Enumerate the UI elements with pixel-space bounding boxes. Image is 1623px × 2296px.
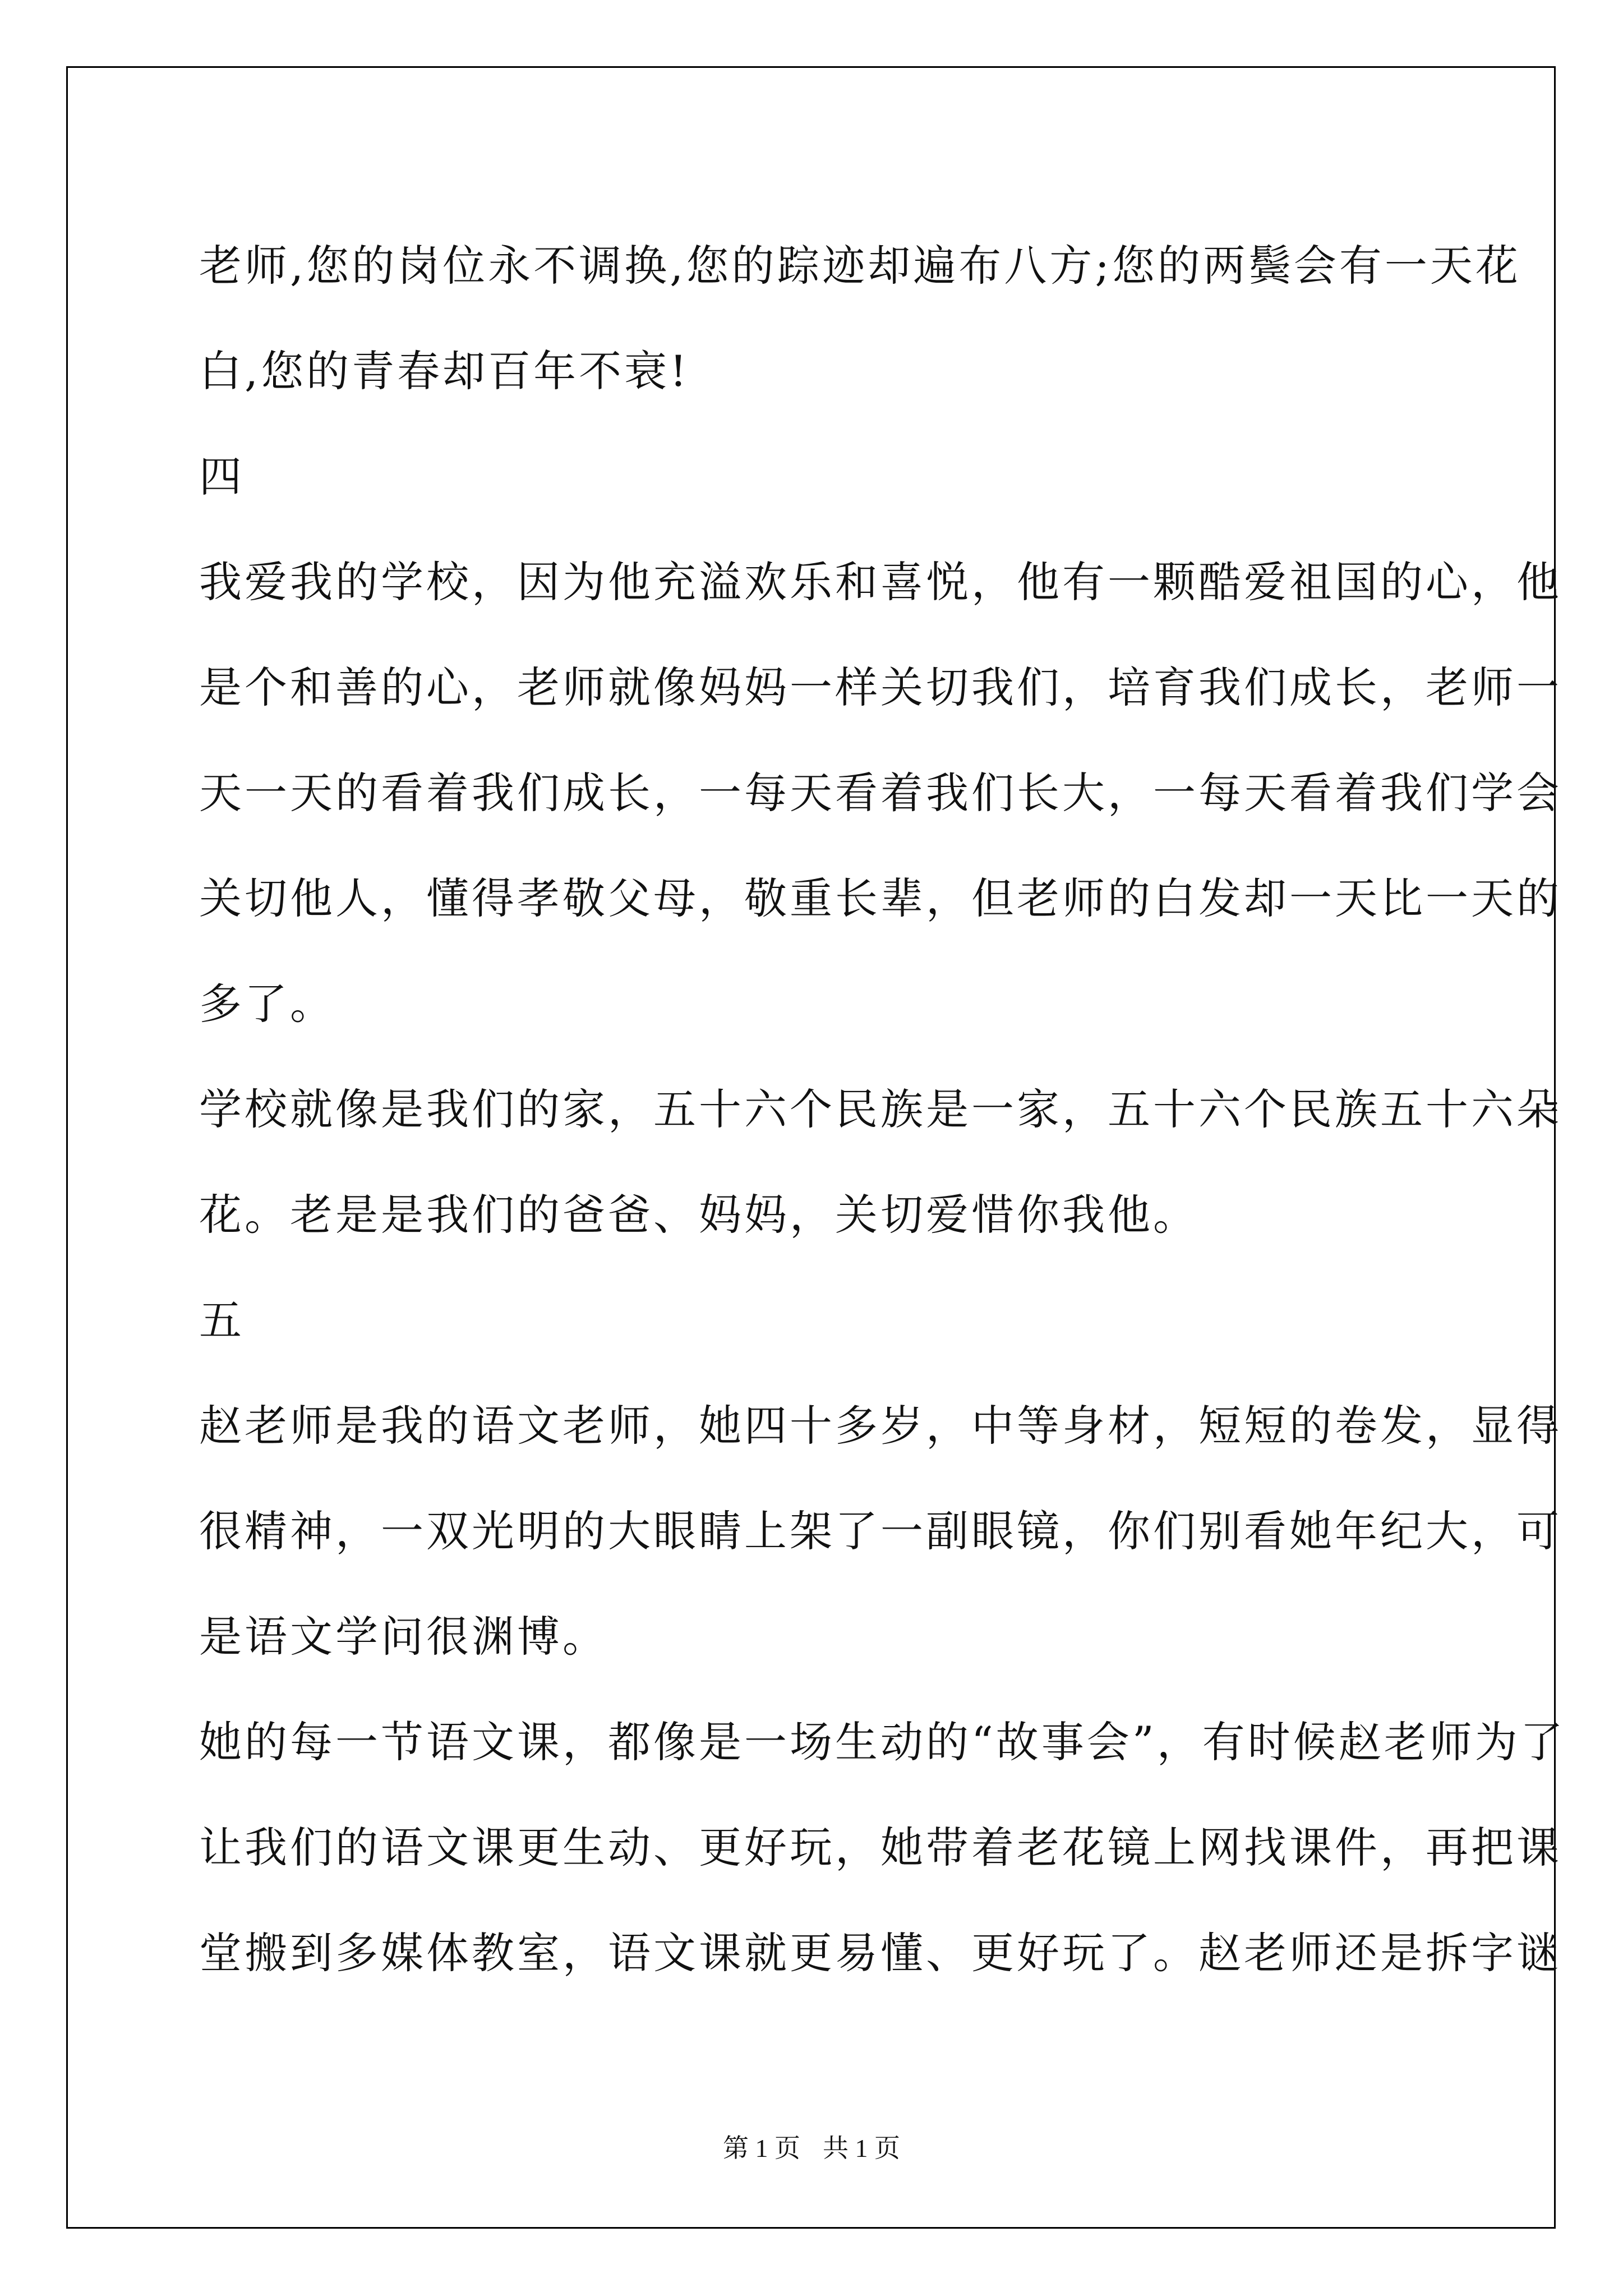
text-line: 是语文学问很渊博。 bbox=[199, 1612, 608, 1662]
text-line: 是个和善的心，老师就像妈妈一样关切我们，培育我们成长，老师一 bbox=[199, 662, 1562, 712]
text-line: 多了。 bbox=[199, 979, 335, 1029]
page-number: 第 1 页 bbox=[723, 2134, 800, 2162]
section-number: 五 bbox=[199, 1295, 245, 1345]
text-line: 很精神，一双光明的大眼睛上架了一副眼镜，你们别看她年纪大，可 bbox=[199, 1506, 1562, 1556]
section-number: 四 bbox=[199, 452, 245, 501]
text-line: 堂搬到多媒体教室，语文课就更易懂、更好玩了。赵老师还是拆字谜 bbox=[199, 1928, 1562, 1978]
text-line: 花。老是是我们的爸爸、妈妈，关切爱惜你我他。 bbox=[199, 1190, 1198, 1240]
text-line: 我爱我的学校，因为他充溢欢乐和喜悦，他有一颗酷爱祖国的心，他 bbox=[199, 557, 1562, 607]
text-line: 学校就像是我们的家，五十六个民族是一家，五十六个民族五十六朵 bbox=[199, 1084, 1562, 1134]
page-footer bbox=[0, 2132, 1623, 2165]
text-line: 天一天的看着我们成长，一每天看着我们长大，一每天看着我们学会 bbox=[199, 768, 1562, 818]
document-body bbox=[199, 213, 1566, 2006]
text-line: 赵老师是我的语文老师，她四十多岁，中等身材，短短的卷发，显得 bbox=[199, 1401, 1562, 1451]
text-line: 关切他人，懂得孝敬父母，敬重长辈，但老师的白发却一天比一天的 bbox=[199, 873, 1562, 923]
page-total: 共 1 页 bbox=[823, 2134, 900, 2162]
text-line: 老师,您的岗位永不调换,您的踪迹却遍布八方;您的两鬓会有一天花 bbox=[199, 241, 1521, 291]
text-line: 白,您的青春却百年不衰! bbox=[199, 346, 690, 396]
text-line: 她的每一节语文课，都像是一场生动的“故事会”，有时候赵老师为了 bbox=[199, 1717, 1566, 1767]
text-line: 让我们的语文课更生动、更好玩，她带着老花镜上网找课件，再把课 bbox=[199, 1823, 1562, 1872]
